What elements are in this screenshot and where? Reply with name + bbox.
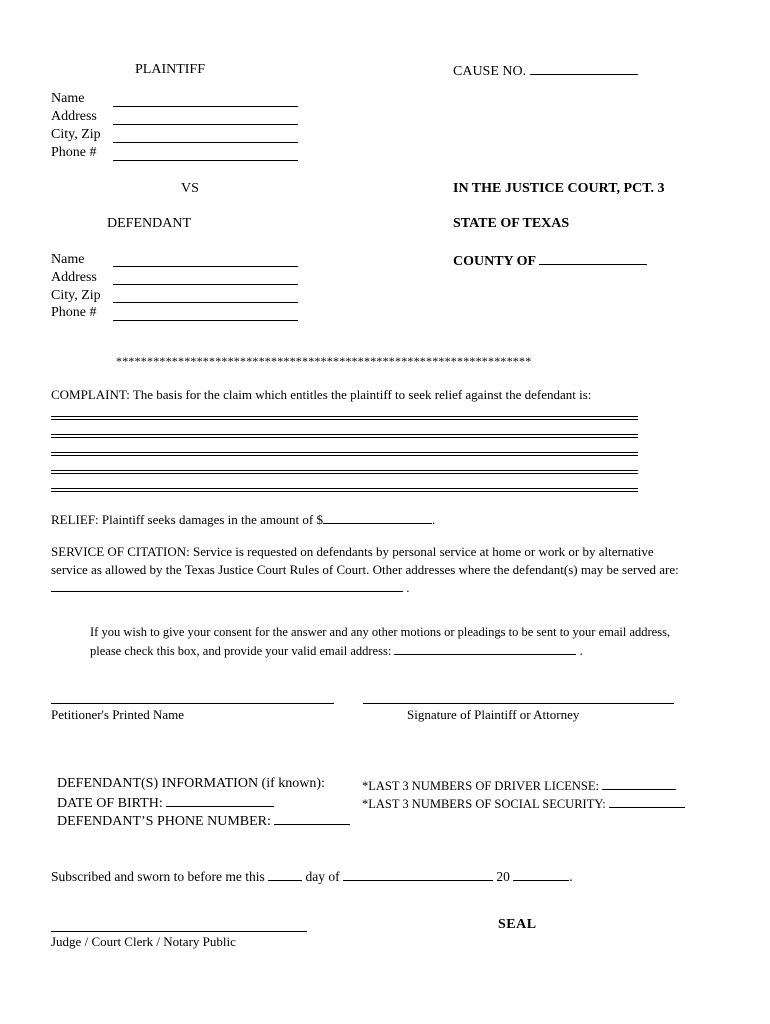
county-label: COUNTY OF (453, 254, 536, 269)
complaint-line-1[interactable] (51, 416, 638, 420)
relief: RELIEF: Plaintiff seeks damages in the amount of $ . (51, 512, 436, 527)
email-consent-line-2: please check this box, and provide your valid email address: . (90, 644, 583, 658)
court-name: IN THE JUSTICE COURT, PCT. 3 (453, 181, 665, 196)
cause-no-label: CAUSE NO. (453, 64, 527, 79)
sworn-year-field[interactable] (513, 868, 569, 881)
plaintiff-heading: PLAINTIFF (135, 62, 206, 77)
license (362, 777, 676, 794)
defendant-phone-field[interactable] (113, 320, 298, 321)
defendant-address-label: Address (51, 270, 97, 285)
cause-no-field[interactable] (530, 62, 638, 75)
plaintiff-address-label: Address (51, 109, 97, 124)
printed-name-label: Petitioner's Printed Name (51, 707, 185, 722)
email-field[interactable] (394, 642, 576, 655)
plaintiff-phone-label: Phone # (51, 145, 97, 160)
defendant-name-field[interactable] (113, 266, 298, 267)
notary-label: Judge / Court Clerk / Notary Public (51, 934, 236, 949)
service-address: . (51, 579, 410, 596)
relief-amount-field[interactable] (323, 511, 432, 524)
sworn-part-2: day of (305, 869, 340, 884)
defendant-address-field[interactable] (113, 284, 298, 285)
complaint-line-2[interactable] (51, 434, 638, 438)
seal-label: SEAL (498, 917, 537, 932)
defendant-phone (57, 812, 350, 830)
court-county (453, 252, 647, 270)
complaint-line-3[interactable] (51, 452, 638, 456)
sworn-statement: Subscribed and sworn to before me this day of 20 . (51, 869, 573, 884)
ssn (362, 795, 685, 812)
complaint-label: COMPLAINT: The basis for the claim which entitles the plaintiff to seek relief against the defendant is: (51, 387, 592, 402)
ssn-field[interactable] (609, 795, 685, 808)
defendant-cityzip-label: City, Zip (51, 288, 101, 303)
defendant-phone-number-label: DEFENDANT’S PHONE NUMBER: (57, 814, 271, 829)
service-line-2: service as allowed by the Texas Justice Court Rules of Court. Other addresses where the defendant(s) may be served are: (51, 562, 679, 577)
defendant-cityzip-field[interactable] (113, 302, 298, 303)
plaintiff-phone-field[interactable] (113, 160, 298, 161)
complaint-line-5[interactable] (51, 488, 638, 492)
sworn-day-field[interactable] (268, 868, 302, 881)
printed-name-field[interactable] (51, 703, 334, 704)
dob-label: DATE OF BIRTH: (57, 796, 163, 811)
signature-field[interactable] (363, 703, 674, 704)
plaintiff-cityzip-label: City, Zip (51, 127, 101, 142)
sworn-part-3: 20 (496, 869, 510, 884)
email-consent-line-1: If you wish to give your consent for the answer and any other motions or pleadings to be sent to your email address, (90, 625, 671, 639)
service-address-field[interactable] (51, 579, 403, 592)
sworn-month-field[interactable] (343, 868, 493, 881)
complaint-line-4[interactable] (51, 470, 638, 474)
service-line-1: SERVICE OF CITATION: Service is requested on defendants by personal service at home or work or by alternative (51, 544, 654, 559)
defendant-info-heading: DEFENDANT(S) INFORMATION (if known): (57, 776, 325, 791)
cause-no (453, 62, 638, 80)
relief-label: RELIEF: Plaintiff seeks damages in the amount of $ (51, 512, 323, 527)
defendant-heading: DEFENDANT (107, 216, 191, 231)
notary-signature-field[interactable] (51, 931, 307, 932)
plaintiff-cityzip-field[interactable] (113, 142, 298, 143)
defendant-phone-number-field[interactable] (274, 812, 350, 825)
defendant-name-label: Name (51, 252, 85, 267)
sworn-part-1: Subscribed and sworn to before me this (51, 869, 265, 884)
license-field[interactable] (602, 777, 676, 790)
plaintiff-address-field[interactable] (113, 124, 298, 125)
plaintiff-name-label: Name (51, 91, 85, 106)
email-consent-label: please check this box, and provide your valid email address: (90, 644, 392, 658)
vs-label: VS (181, 181, 199, 196)
asterisk-separator: ******************************************************************* (116, 354, 532, 368)
dob-field[interactable] (166, 794, 274, 807)
license-label: *LAST 3 NUMBERS OF DRIVER LICENSE: (362, 779, 599, 793)
court-state: STATE OF TEXAS (453, 216, 570, 231)
defendant-phone-label: Phone # (51, 305, 97, 320)
plaintiff-name-field[interactable] (113, 106, 298, 107)
ssn-label: *LAST 3 NUMBERS OF SOCIAL SECURITY: (362, 797, 606, 811)
dob (57, 794, 274, 812)
signature-label: Signature of Plaintiff or Attorney (407, 707, 580, 722)
county-field[interactable] (539, 252, 647, 265)
